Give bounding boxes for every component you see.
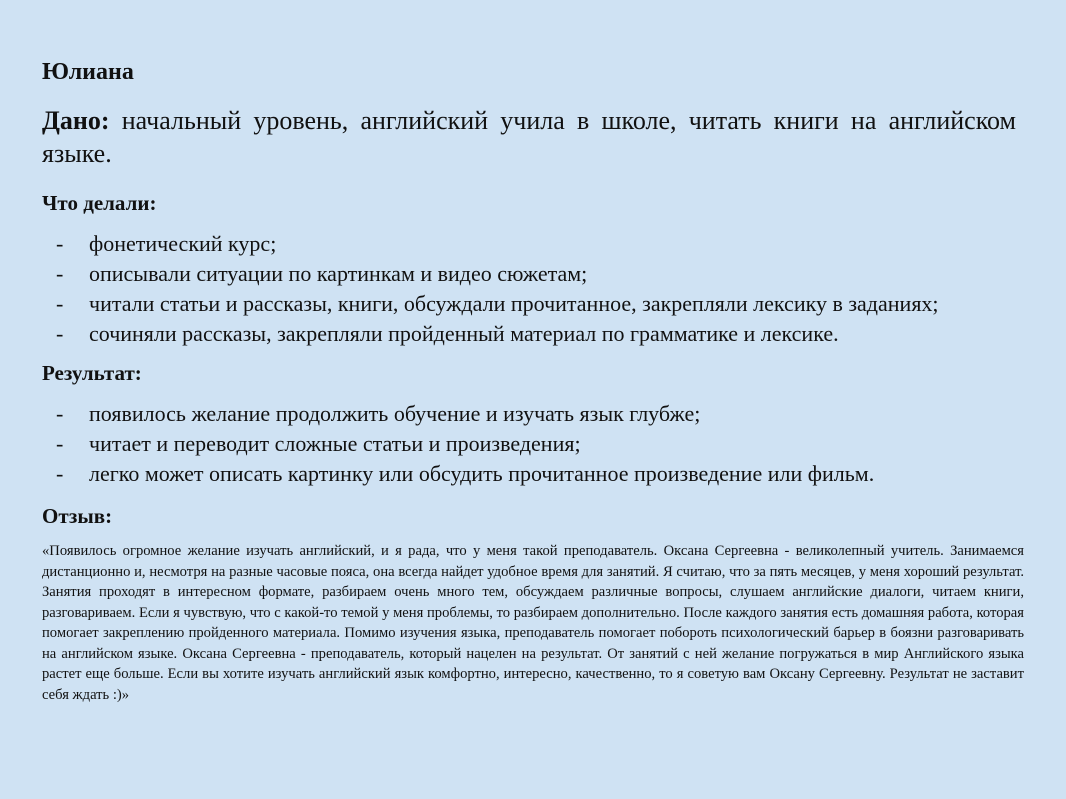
list-item-text: читали статьи и рассказы, книги, обсуждали прочитанное, закрепляли лексику в заданиях; [89,291,939,316]
list-item [42,229,1024,259]
student-name: Юлиана [42,59,134,85]
list-item [42,399,1024,429]
dash-marker: - [56,401,64,426]
list-item-text: появилось желание продолжить обучение и изучать язык глубже; [89,401,701,426]
dash-marker: - [56,231,64,256]
dash-marker: - [56,291,64,316]
list-item-text: фонетический курс; [89,231,277,256]
results-list [42,399,1024,489]
dash-marker: - [56,321,64,346]
list-item-text: легко может описать картинку или обсудить прочитанное произведение или фильм. [89,461,875,486]
list-item-text: читает и переводит сложные статьи и произведения; [89,431,581,456]
list-item [42,289,1024,319]
dash-marker: - [56,261,64,286]
list-item [42,319,1024,349]
review-text: «Появилось огромное желание изучать английский, и я рада, что у меня такой преподаватель. Оксана Сергеевна - великолепный учитель. Занимаемся дистанционно и, несмотря на разные часовые пояса, она всегда найдет удобное время для занятий. Я считаю, что за пять месяцев, у меня хороший результат. Занятия проходят в интересном формате, разбираем очень много тем, обсуждаем различные вопросы, слушаем английские диалоги, читаем книги, разговариваем. Если я чувствую, что с какой-то темой у меня проблемы, то разбираем дополнительно. После каждого занятия есть домашняя работа, которая помогает закреплению пройденного материала. Помимо изучения языка, преподаватель помогает побороть психологический барьер в боязни разговаривать на английском языке. Оксана Сергеевна - преподаватель, который нацелен на результат. От занятий с ней желание погружаться в мир Английского языка растет еще больше. Если вы хотите изучать английский язык комфортно, интересно, качественно, то я советую вам Оксану Сергеевну. Результат не заставит себя ждать :)» [42,543,1024,703]
given-text: начальный уровень, английский учила в школе, читать книги на английском языке. [42,106,1016,168]
given-paragraph [42,104,1016,170]
list-item [42,259,1024,289]
given-label: Дано: [42,106,110,135]
list-item [42,459,1024,489]
list-item-text: описывали ситуации по картинкам и видео сюжетам; [89,261,588,286]
dash-marker: - [56,461,64,486]
results-title: Результат: [42,361,142,385]
list-item [42,429,1024,459]
dash-marker: - [56,431,64,456]
review-title: Отзыв: [42,504,113,528]
activities-title: Что делали: [42,191,157,215]
list-item-text: сочиняли рассказы, закрепляли пройденный материал по грамматике и лексике. [89,321,839,346]
activities-list [42,229,1024,349]
